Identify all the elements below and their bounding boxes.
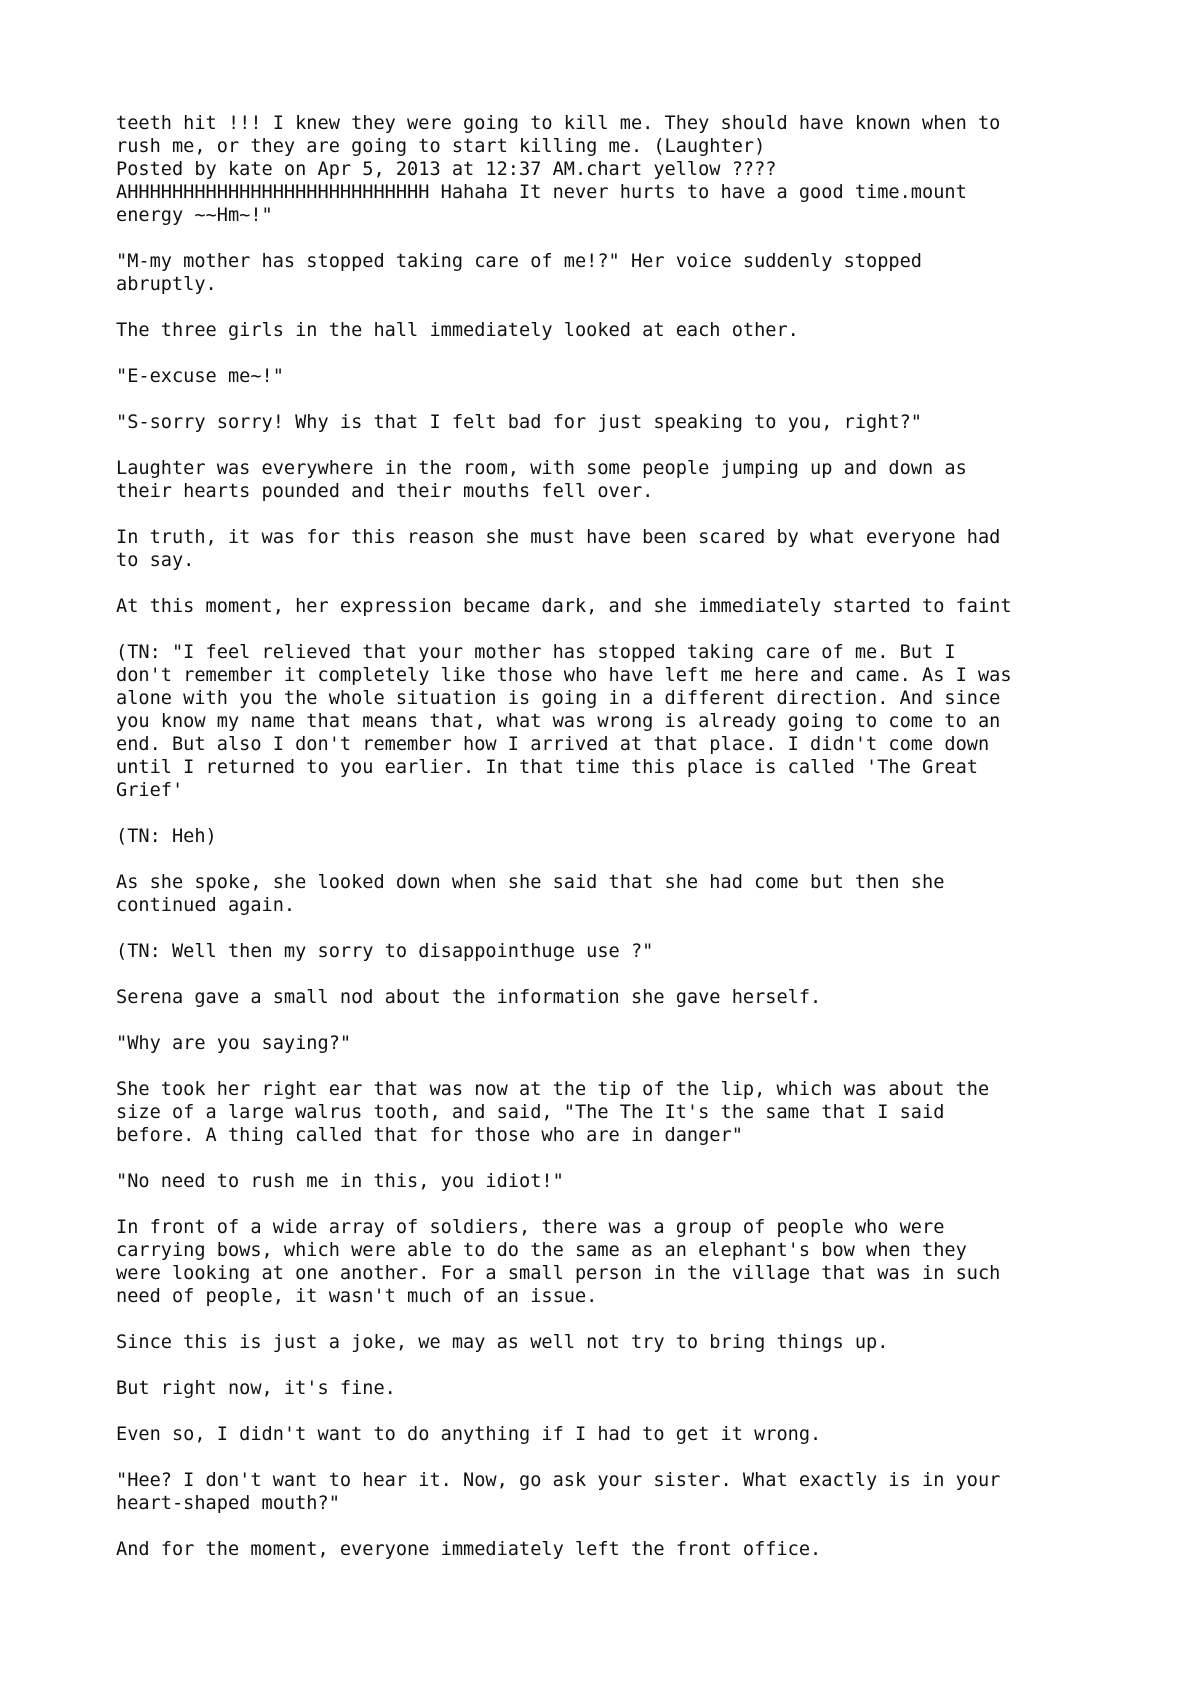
paragraph: "M-my mother has stopped taking care of me!?" Her voice suddenly stopped abruptly. [116, 251, 922, 295]
paragraph: "E-excuse me~!" [116, 366, 284, 387]
paragraph: "S-sorry sorry! Why is that I felt bad for just speaking to you, right?" [116, 412, 922, 433]
paragraph: (TN: Well then my sorry to disappointhuge use ?" [116, 941, 654, 962]
paragraph: "Hee? I don't want to hear it. Now, go ask your sister. What exactly is in your heart-shaped mouth?" [116, 1470, 1001, 1514]
paragraph: At this moment, her expression became dark, and she immediately started to faint [116, 596, 1012, 617]
paragraph: She took her right ear that was now at the tip of the lip, which was about the size of a large walrus tooth, and said, "The The It's the same that I said before. A thing called that for those who are in danger" [116, 1079, 990, 1146]
paragraph: As she spoke, she looked down when she said that she had come but then she continued again. [116, 872, 945, 916]
paragraph: And for the moment, everyone immediately left the front office. [116, 1539, 822, 1560]
paragraph: (TN: "I feel relieved that your mother has stopped taking care of me. But I don't remember it completely like those who have left me here and came. As I was alone with you the whole situation is going in a different direction. And since you know my name that means that, what was wrong is already going to come to an end. But also I don't remember how I arrived at that place. I didn't come down until I returned to you earlier. In that time this place is called 'The Great Grief' [116, 642, 1012, 801]
paragraph: But right now, it's fine. [116, 1378, 396, 1399]
paragraph: (TN: Heh) [116, 826, 217, 847]
paragraph: The three girls in the hall immediately looked at each other. [116, 320, 799, 341]
paragraph: Laughter was everywhere in the room, with some people jumping up and down as their hearts pounded and their mouths fell over. [116, 458, 967, 502]
document-body [116, 112, 1116, 1584]
paragraph: In truth, it was for this reason she must have been scared by what everyone had to say. [116, 527, 1001, 571]
paragraph: "Why are you saying?" [116, 1033, 352, 1054]
paragraph: Even so, I didn't want to do anything if I had to get it wrong. [116, 1424, 822, 1445]
paragraph: Since this is just a joke, we may as well not try to bring things up. [116, 1332, 889, 1353]
paragraph: teeth hit !!! I knew they were going to kill me. They should have known when to rush me, or they are going to start killing me. (Laughter) Posted by kate on Apr 5, 2013 at 12:37 AM.chart yellow ???? AHHHHHHHHHHHHHHHHHHHHHHHHHHH Hahaha It never hurts to have a good time.mount energy ~~Hm~!" [116, 113, 1001, 226]
paragraph: "No need to rush me in this, you idiot!" [116, 1171, 564, 1192]
paragraph: In front of a wide array of soldiers, there was a group of people who were carrying bows, which were able to do the same as an elephant's bow when they were looking at one another. For a small person in the village that was in such need of people, it wasn't much of an issue. [116, 1217, 1001, 1307]
paragraph: Serena gave a small nod about the information she gave herself. [116, 987, 822, 1008]
